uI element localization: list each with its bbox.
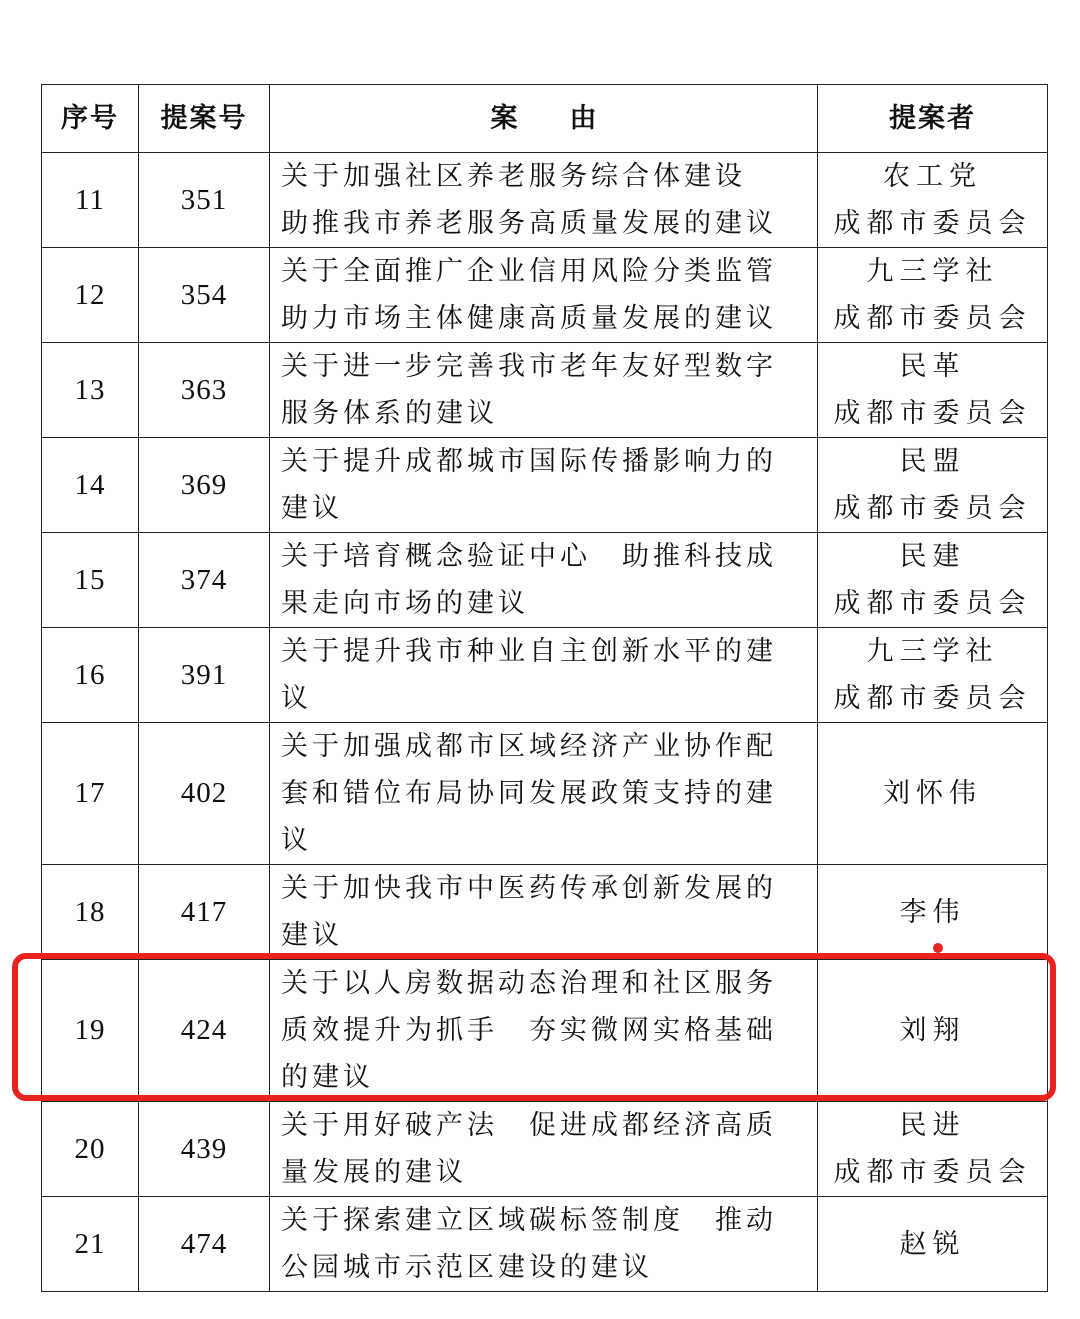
cell-index: 17 (42, 723, 139, 865)
header-reason: 案由 (270, 85, 818, 153)
table-row (42, 723, 1048, 865)
cell-proposal-no: 374 (139, 533, 270, 628)
cell-proposer: 民建 成都市委员会 (818, 533, 1048, 628)
cell-proposer: 刘怀伟 (818, 723, 1048, 865)
cell-index: 11 (42, 153, 139, 248)
cell-reason: 关于提升我市种业自主创新水平的建 议 (270, 628, 818, 723)
cell-index: 18 (42, 865, 139, 960)
cell-reason: 关于提升成都城市国际传播影响力的 建议 (270, 438, 818, 533)
cell-index: 16 (42, 628, 139, 723)
table-row (42, 533, 1048, 628)
cell-proposer: 民盟 成都市委员会 (818, 438, 1048, 533)
proposal-table (41, 84, 1048, 1292)
cell-index: 14 (42, 438, 139, 533)
cell-index: 20 (42, 1102, 139, 1197)
cell-reason: 关于加强社区养老服务综合体建设 助推我市养老服务高质量发展的建议 (270, 153, 818, 248)
cell-proposal-no: 354 (139, 248, 270, 343)
cell-proposal-no: 369 (139, 438, 270, 533)
highlight-dot (933, 943, 943, 953)
cell-proposer: 赵锐 (818, 1197, 1048, 1292)
table-row (42, 153, 1048, 248)
cell-proposal-no: 439 (139, 1102, 270, 1197)
cell-reason: 关于以人房数据动态治理和社区服务 质效提升为抓手 夯实微网实格基础 的建议 (270, 960, 818, 1102)
cell-reason: 关于进一步完善我市老年友好型数字 服务体系的建议 (270, 343, 818, 438)
cell-proposal-no: 474 (139, 1197, 270, 1292)
cell-reason: 关于探索建立区域碳标签制度 推动 公园城市示范区建设的建议 (270, 1197, 818, 1292)
cell-proposer: 民革 成都市委员会 (818, 343, 1048, 438)
header-proposer: 提案者 (818, 85, 1048, 153)
table-row (42, 865, 1048, 960)
cell-proposer: 九三学社 成都市委员会 (818, 248, 1048, 343)
cell-proposal-no: 417 (139, 865, 270, 960)
cell-reason: 关于全面推广企业信用风险分类监管 助力市场主体健康高质量发展的建议 (270, 248, 818, 343)
cell-proposal-no: 391 (139, 628, 270, 723)
cell-proposal-no: 363 (139, 343, 270, 438)
table-row (42, 248, 1048, 343)
table-row-highlighted (42, 960, 1048, 1102)
table-row (42, 1197, 1048, 1292)
header-proposal-no: 提案号 (139, 85, 270, 153)
cell-proposal-no: 351 (139, 153, 270, 248)
cell-reason: 关于用好破产法 促进成都经济高质 量发展的建议 (270, 1102, 818, 1197)
header-index: 序号 (42, 85, 139, 153)
cell-index: 13 (42, 343, 139, 438)
cell-proposer: 李伟 (818, 865, 1048, 960)
cell-proposal-no: 402 (139, 723, 270, 865)
cell-reason: 关于培育概念验证中心 助推科技成 果走向市场的建议 (270, 533, 818, 628)
cell-proposer: 九三学社 成都市委员会 (818, 628, 1048, 723)
table-row (42, 628, 1048, 723)
table-row (42, 1102, 1048, 1197)
table-header-row (42, 85, 1048, 153)
cell-index: 15 (42, 533, 139, 628)
cell-index: 21 (42, 1197, 139, 1292)
cell-reason: 关于加快我市中医药传承创新发展的 建议 (270, 865, 818, 960)
table-row (42, 438, 1048, 533)
cell-proposer: 民进 成都市委员会 (818, 1102, 1048, 1197)
cell-reason: 关于加强成都市区域经济产业协作配 套和错位布局协同发展政策支持的建 议 (270, 723, 818, 865)
cell-index: 12 (42, 248, 139, 343)
cell-proposer: 刘翔 (818, 960, 1048, 1102)
cell-index: 19 (42, 960, 139, 1102)
cell-proposal-no: 424 (139, 960, 270, 1102)
cell-proposer: 农工党 成都市委员会 (818, 153, 1048, 248)
table-row (42, 343, 1048, 438)
